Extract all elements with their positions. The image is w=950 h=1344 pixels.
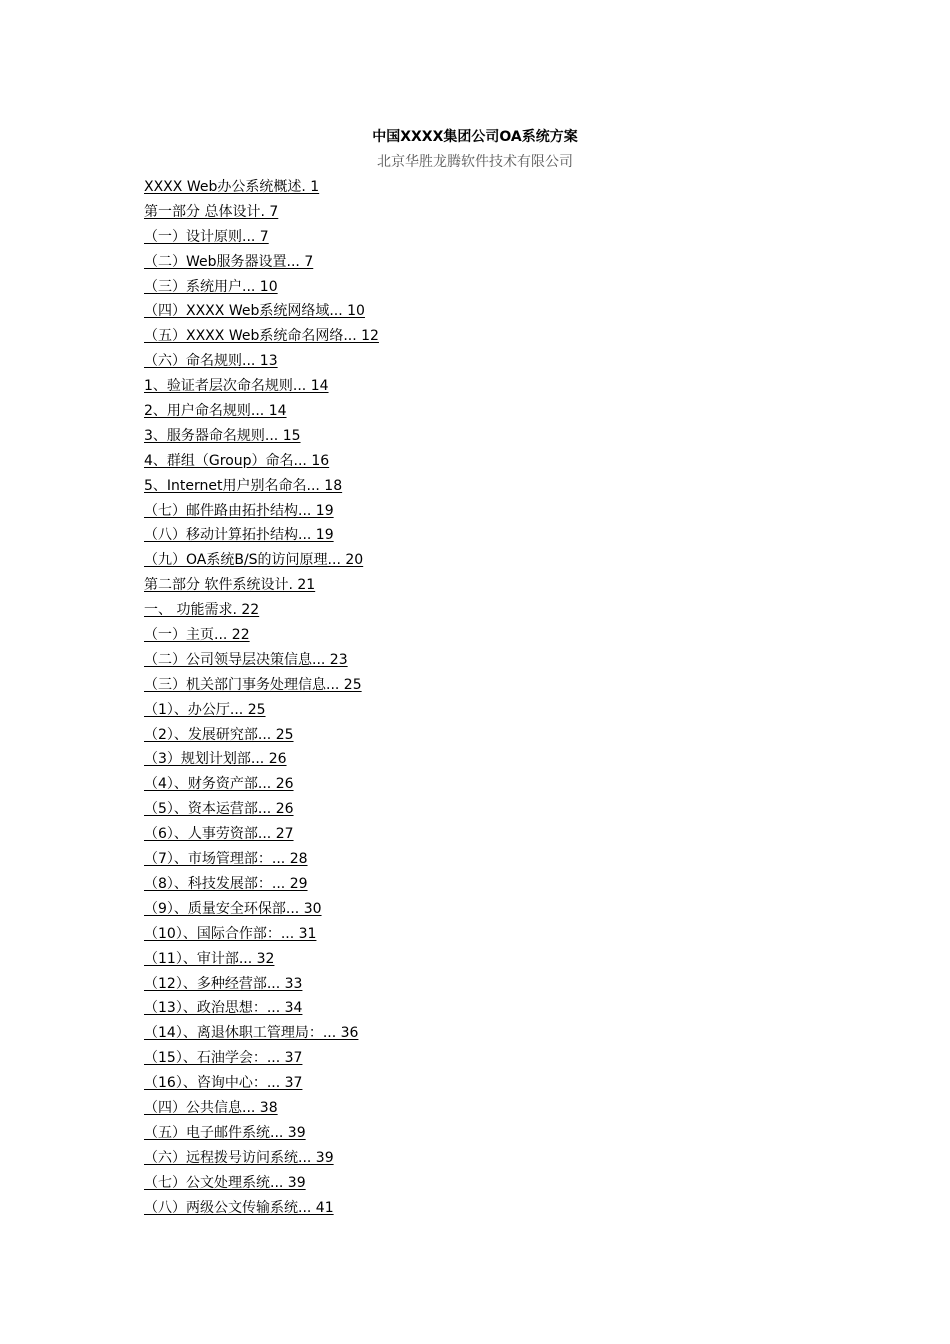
toc-entry [144, 998, 379, 1023]
toc-link[interactable]: （六）命名规则... 13 [144, 353, 278, 370]
toc-entry [144, 1048, 379, 1073]
toc-entry [144, 974, 379, 999]
toc-entry [144, 1173, 379, 1198]
toc-entry [144, 177, 379, 202]
toc-entry [144, 525, 379, 550]
toc-link[interactable]: 1、验证者层次命名规则... 14 [144, 378, 329, 395]
toc-entry [144, 725, 379, 750]
toc-entry [144, 1148, 379, 1173]
toc-entry [144, 351, 379, 376]
toc-entry [144, 550, 379, 575]
toc-entry [144, 899, 379, 924]
toc-entry [144, 575, 379, 600]
toc-link[interactable]: （五）电子邮件系统... 39 [144, 1124, 306, 1141]
toc-link[interactable]: （九）OA系统B/S的访问原理... 20 [144, 552, 364, 569]
toc-entry [144, 1198, 379, 1223]
table-of-contents [144, 177, 379, 1222]
toc-link[interactable]: （4）、财务资产部... 26 [144, 776, 294, 793]
toc-link[interactable]: （10）、国际合作部：... 31 [144, 925, 317, 942]
toc-entry [144, 874, 379, 899]
toc-entry [144, 799, 379, 824]
toc-link[interactable]: （13）、政治思想：... 34 [144, 1000, 303, 1017]
toc-link[interactable]: （3）规划计划部... 26 [144, 751, 287, 768]
document-subtitle: 北京华胜龙腾软件技术有限公司 [377, 154, 573, 170]
toc-link[interactable]: 2、用户命名规则... 14 [144, 403, 287, 420]
toc-link[interactable]: （二）公司领导层决策信息... 23 [144, 651, 348, 668]
toc-entry [144, 277, 379, 302]
toc-entry [144, 501, 379, 526]
document-title: 中国XXXX集团公司OA系统方案 [372, 129, 578, 145]
toc-link[interactable]: （9）、质量安全环保部... 30 [144, 900, 322, 917]
toc-entry [144, 824, 379, 849]
toc-entry [144, 1073, 379, 1098]
toc-entry [144, 849, 379, 874]
toc-link[interactable]: XXXX Web办公系统概述. 1 [144, 179, 320, 195]
toc-link[interactable]: （12）、多种经营部... 33 [144, 975, 303, 992]
toc-link[interactable]: （七）公文处理系统... 39 [144, 1174, 306, 1191]
toc-entry [144, 600, 379, 625]
toc-entry [144, 675, 379, 700]
toc-entry [144, 476, 379, 501]
toc-link[interactable]: （六）远程拨号访问系统... 39 [144, 1149, 334, 1166]
toc-link[interactable]: （五）XXXX Web系统命名网络... 12 [144, 328, 379, 345]
toc-entry [144, 1123, 379, 1148]
toc-link[interactable]: （1）、办公厅... 25 [144, 701, 266, 718]
toc-link[interactable]: 一、 功能需求. 22 [144, 602, 260, 619]
toc-link[interactable]: 4、群组（Group）命名... 16 [144, 452, 330, 469]
toc-link[interactable]: （四）XXXX Web系统网络域... 10 [144, 303, 365, 320]
toc-link[interactable]: （5）、资本运营部... 26 [144, 801, 294, 818]
toc-entry [144, 774, 379, 799]
toc-link[interactable]: （11）、审计部... 32 [144, 950, 275, 967]
toc-entry [144, 252, 379, 277]
toc-link[interactable]: （二）Web服务器设置... 7 [144, 253, 314, 270]
toc-link[interactable]: （16）、咨询中心：... 37 [144, 1075, 303, 1092]
toc-link[interactable]: （8）、科技发展部：... 29 [144, 875, 308, 892]
toc-link[interactable]: （6）、人事劳资部... 27 [144, 826, 294, 843]
toc-link[interactable]: 3、服务器命名规则... 15 [144, 427, 301, 444]
toc-link[interactable]: （四）公共信息... 38 [144, 1099, 278, 1116]
toc-entry [144, 451, 379, 476]
toc-entry [144, 924, 379, 949]
toc-entry [144, 949, 379, 974]
toc-link[interactable]: 5、Internet用户别名命名... 18 [144, 477, 343, 494]
toc-link[interactable]: （七）邮件路由拓扑结构... 19 [144, 502, 334, 519]
toc-entry [144, 401, 379, 426]
toc-link[interactable]: 第二部分 软件系统设计. 21 [144, 577, 316, 594]
toc-entry [144, 749, 379, 774]
toc-entry [144, 301, 379, 326]
toc-link[interactable]: （八）两级公文传输系统... 41 [144, 1199, 334, 1216]
toc-entry [144, 650, 379, 675]
toc-link[interactable]: （一）主页... 22 [144, 627, 250, 644]
toc-link[interactable]: （一）设计原则... 7 [144, 228, 269, 245]
toc-link[interactable]: （三）系统用户... 10 [144, 278, 278, 295]
toc-entry [144, 1023, 379, 1048]
toc-link[interactable]: 第一部分 总体设计. 7 [144, 203, 279, 220]
toc-link[interactable]: （八）移动计算拓扑结构... 19 [144, 527, 334, 544]
toc-link[interactable]: （三）机关部门事务处理信息... 25 [144, 676, 362, 693]
toc-entry [144, 227, 379, 252]
toc-entry [144, 1098, 379, 1123]
toc-link[interactable]: （7）、市场管理部：... 28 [144, 851, 308, 868]
toc-entry [144, 376, 379, 401]
toc-link[interactable]: （14）、离退休职工管理局：... 36 [144, 1025, 359, 1042]
toc-entry [144, 625, 379, 650]
toc-entry [144, 426, 379, 451]
toc-entry [144, 202, 379, 227]
toc-entry [144, 326, 379, 351]
toc-link[interactable]: （15）、石油学会：... 37 [144, 1050, 303, 1067]
toc-entry [144, 700, 379, 725]
toc-link[interactable]: （2）、发展研究部... 25 [144, 726, 294, 743]
